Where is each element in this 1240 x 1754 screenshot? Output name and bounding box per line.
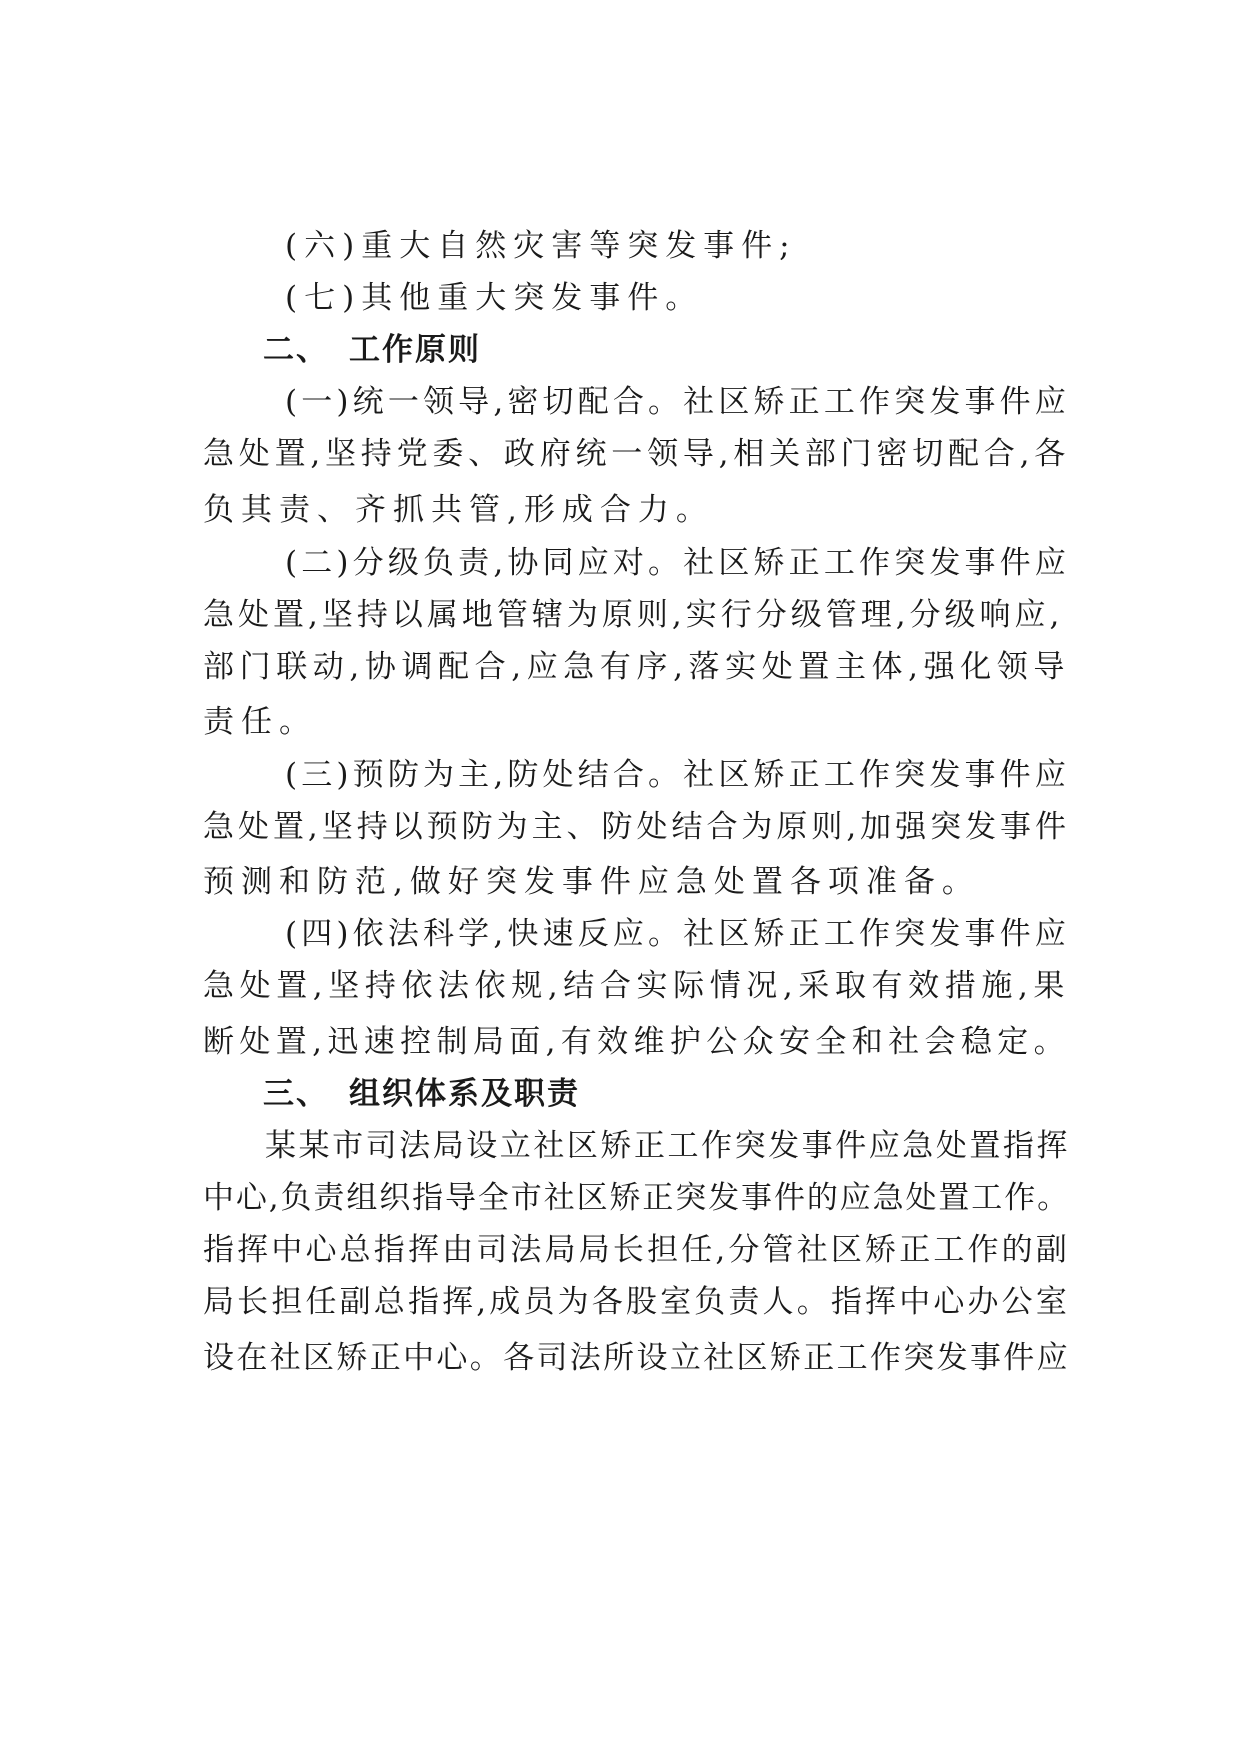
- paragraph-line: (二)分级负责,协同应对。社区矫正工作突发事件应: [285, 545, 1070, 581]
- section-heading-3: [263, 1074, 580, 1114]
- paragraph-line: 某某市司法局设立社区矫正工作突发事件应急处置指挥: [265, 1128, 1070, 1164]
- paragraph-line: 中心,负责组织指导全市社区矫正突发事件的应急处置工作。: [203, 1180, 1070, 1216]
- paragraph-line: (三)预防为主,防处结合。社区矫正工作突发事件应: [285, 757, 1070, 793]
- list-item-6: (六)重大自然灾害等突发事件;: [285, 228, 797, 264]
- paragraph-line: 设在社区矫正中心。各司法所设立社区矫正工作突发事件应: [203, 1340, 1070, 1376]
- paragraph-line: 指挥中心总指挥由司法局局长担任,分管社区矫正工作的副: [203, 1232, 1070, 1268]
- paragraph-line: 急处置,坚持党委、政府统一领导,相关部门密切配合,各: [203, 436, 1070, 472]
- section-number: 二、: [263, 332, 329, 368]
- paragraph-line: 断处置,迅速控制局面,有效维护公众安全和社会稳定。: [203, 1024, 1070, 1060]
- paragraph-line: (四)依法科学,快速反应。社区矫正工作突发事件应: [285, 916, 1070, 952]
- paragraph-line: 负其责、齐抓共管,形成合力。: [203, 492, 714, 528]
- section-heading-2: [263, 330, 481, 370]
- paragraph-line: 局长担任副总指挥,成员为各股室负责人。指挥中心办公室: [203, 1284, 1070, 1320]
- paragraph-line: 预测和防范,做好突发事件应急处置各项准备。: [203, 864, 980, 900]
- section-title: 工作原则: [349, 332, 481, 368]
- paragraph-line: 急处置,坚持依法依规,结合实际情况,采取有效措施,果: [203, 968, 1070, 1004]
- section-number: 三、: [263, 1076, 329, 1112]
- list-item-7: (七)其他重大突发事件。: [285, 280, 704, 316]
- paragraph-line: 急处置,坚持以预防为主、防处结合为原则,加强突发事件: [203, 809, 1070, 845]
- paragraph-line: 部门联动,协调配合,应急有序,落实处置主体,强化领导: [203, 649, 1070, 685]
- section-title: 组织体系及职责: [349, 1076, 580, 1112]
- paragraph-line: 责任。: [203, 704, 317, 740]
- paragraph-line: (一)统一领导,密切配合。社区矫正工作突发事件应: [285, 384, 1070, 420]
- paragraph-line: 急处置,坚持以属地管辖为原则,实行分级管理,分级响应,: [203, 597, 1064, 633]
